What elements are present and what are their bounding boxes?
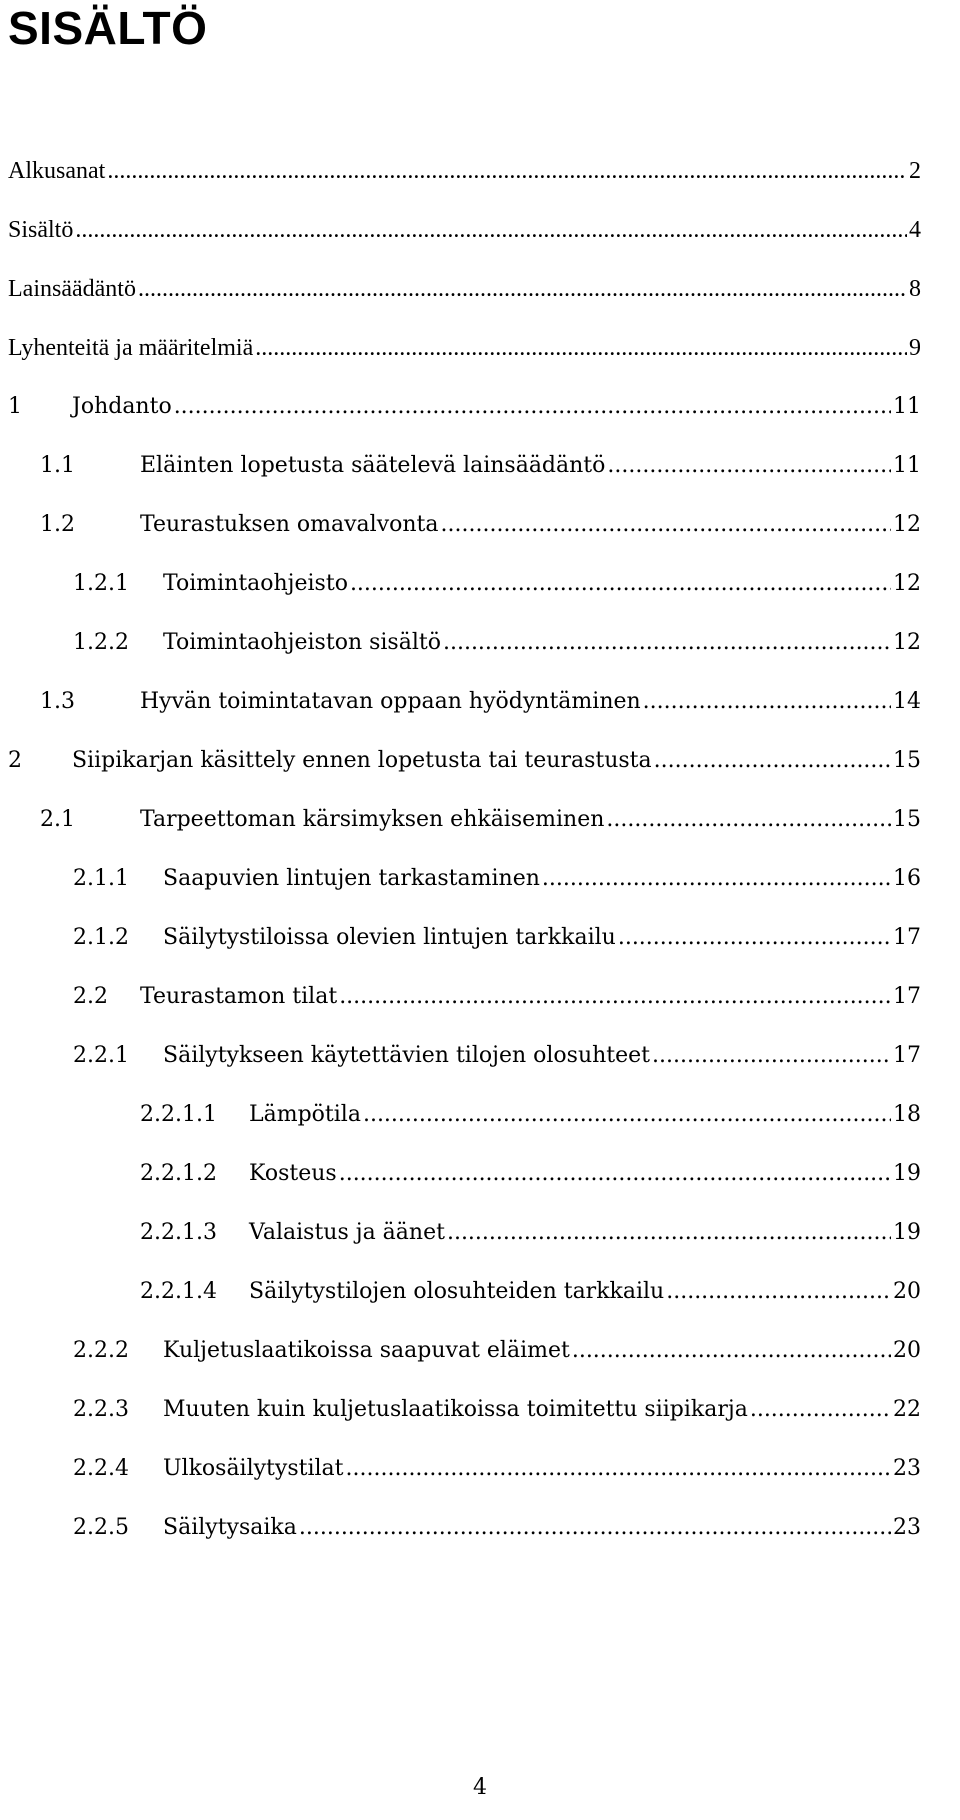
toc-dot-leader [107,154,907,188]
toc-entry-page: 16 [893,866,921,891]
toc-entry[interactable] [73,567,921,601]
toc-entry-number: 1.2.1 [73,571,129,596]
toc-entry-page: 15 [893,807,921,832]
toc-dot-leader [339,980,891,1014]
toc-entry-page: 4 [909,217,921,243]
toc-entry-number: 2.2.2 [73,1338,129,1363]
toc-entry-label: Johdanto [72,394,172,419]
toc-entry-label: Toimintaohjeiston sisältö [163,630,441,655]
toc-entry-number: 2.1.1 [73,866,129,891]
toc-entry[interactable] [40,685,921,719]
toc-entry-page: 19 [893,1161,921,1186]
toc-entry-number: 2.2.1.3 [140,1220,217,1245]
toc-dot-leader [75,213,907,247]
toc-entry[interactable] [73,1334,921,1368]
toc-entry-label: Säilytykseen käytettävien tilojen olosuhteet [163,1043,650,1068]
toc-entry-label: Alkusanat [8,158,106,184]
toc-entry-number: 2.2.4 [73,1456,129,1481]
page-title: SISÄLTÖ [8,2,208,54]
toc-entry-label: Teurastuksen omavalvonta [140,512,439,537]
toc-dot-leader [572,1334,891,1368]
toc-entry-label: Kosteus [249,1161,337,1186]
toc-dot-leader [652,1039,891,1073]
toc-entry-page: 12 [893,571,921,596]
toc-dot-leader [666,1275,891,1309]
toc-entry-label: Kuljetuslaatikoissa saapuvat eläimet [163,1338,570,1363]
toc-entry-page: 19 [893,1220,921,1245]
toc-entry-page: 9 [909,335,921,361]
toc-entry-page: 15 [893,748,921,773]
toc-entry-number: 1.2 [40,512,75,537]
toc-dot-leader [607,449,891,483]
toc-entry-label: Tarpeettoman kärsimyksen ehkäiseminen [140,807,605,832]
toc-dot-leader [654,744,891,778]
toc-entry[interactable] [140,1275,921,1309]
toc-entry-number: 2.2.1.2 [140,1161,217,1186]
toc-entry-label: Säilytysaika [163,1515,297,1540]
toc-entry-label: Lainsäädäntö [8,276,136,302]
toc-dot-leader [618,921,891,955]
toc-entry-page: 23 [893,1515,921,1540]
toc-entry-page: 18 [893,1102,921,1127]
toc-entry-label: Valaistus ja äänet [249,1220,445,1245]
toc-entry-page: 23 [893,1456,921,1481]
toc-entry-page: 14 [893,689,921,714]
toc-entry-label: Sisältö [8,217,74,243]
toc-entry-number: 1 [8,394,22,419]
toc-dot-leader [174,390,891,424]
toc-entry-label: Eläinten lopetusta säätelevä lainsäädäntö [140,453,606,478]
toc-entry[interactable] [73,862,921,896]
toc-entry-label: Lämpötila [249,1102,361,1127]
toc-entry-label: Säilytystilojen olosuhteiden tarkkailu [249,1279,665,1304]
toc-dot-leader [138,272,907,306]
toc-entry-label: Siipikarjan käsittely ennen lopetusta tai teurastusta [72,748,652,773]
toc-entry-label: Ulkosäilytystilat [163,1456,344,1481]
toc-entry[interactable] [40,803,921,837]
toc-entry-number: 1.3 [40,689,75,714]
toc-entry[interactable] [73,1039,921,1073]
toc-entry-page: 20 [893,1338,921,1363]
toc-dot-leader [443,626,891,660]
toc-entry-label: Hyvän toimintatavan oppaan hyödyntäminen [140,689,641,714]
toc-entry-number: 2.2.3 [73,1397,129,1422]
toc-entry-page: 2 [909,158,921,184]
toc-dot-leader [542,862,891,896]
toc-entry-number: 2.2.5 [73,1515,129,1540]
toc-dot-leader [339,1157,891,1191]
toc-entry-number: 2.2.1 [73,1043,129,1068]
toc-entry-label: Säilytystiloissa olevien lintujen tarkkailu [163,925,616,950]
toc-entry-page: 11 [893,394,921,419]
toc-entry-number: 2.1 [40,807,75,832]
toc-entry[interactable] [8,331,921,365]
toc-entry[interactable] [140,1157,921,1191]
toc-entry-number: 2.2 [73,984,108,1009]
toc-entry-page: 8 [909,276,921,302]
toc-dot-leader [363,1098,891,1132]
toc-entry[interactable] [73,1393,921,1427]
toc-dot-leader [350,567,891,601]
toc-entry[interactable] [8,213,921,247]
toc-entry[interactable] [140,1216,921,1250]
toc-entry-number: 2.2.1.4 [140,1279,217,1304]
toc-entry[interactable] [73,626,921,660]
toc-entry-page: 17 [893,925,921,950]
toc-dot-leader [447,1216,891,1250]
toc-entry[interactable] [73,980,921,1014]
toc-entry[interactable] [8,390,921,424]
toc-entry-label: Muuten kuin kuljetuslaatikoissa toimitettu siipikarja [163,1397,748,1422]
toc-entry[interactable] [8,272,921,306]
toc-entry[interactable] [40,508,921,542]
toc-dot-leader [255,331,907,365]
toc-entry[interactable] [73,1452,921,1486]
toc-entry[interactable] [8,154,921,188]
toc-entry-page: 22 [893,1397,921,1422]
toc-dot-leader [299,1511,891,1545]
toc-entry-page: 20 [893,1279,921,1304]
toc-entry-number: 2.2.1.1 [140,1102,217,1127]
toc-dot-leader [643,685,891,719]
toc-entry-label: Toimintaohjeisto [163,571,348,596]
toc-entry-page: 11 [893,453,921,478]
toc-entry-number: 2 [8,748,22,773]
toc-dot-leader [606,803,891,837]
toc-entry-page: 17 [893,984,921,1009]
toc-entry-number: 2.1.2 [73,925,129,950]
toc-entry-label: Lyhenteitä ja määritelmiä [8,335,254,361]
toc-entry[interactable] [140,1098,921,1132]
toc-entry[interactable] [73,921,921,955]
toc-entry-page: 17 [893,1043,921,1068]
page-number: 4 [473,1775,487,1800]
toc-entry-label: Teurastamon tilat [140,984,338,1009]
toc-entry[interactable] [40,449,921,483]
toc-entry-page: 12 [893,512,921,537]
toc-entry[interactable] [73,1511,921,1545]
toc-entry-page: 12 [893,630,921,655]
toc-entry-number: 1.1 [40,453,75,478]
toc-entry-number: 1.2.2 [73,630,129,655]
toc-dot-leader [346,1452,892,1486]
toc-dot-leader [750,1393,891,1427]
toc-dot-leader [441,508,892,542]
toc-entry-label: Saapuvien lintujen tarkastaminen [163,866,540,891]
toc-entry[interactable] [8,744,921,778]
